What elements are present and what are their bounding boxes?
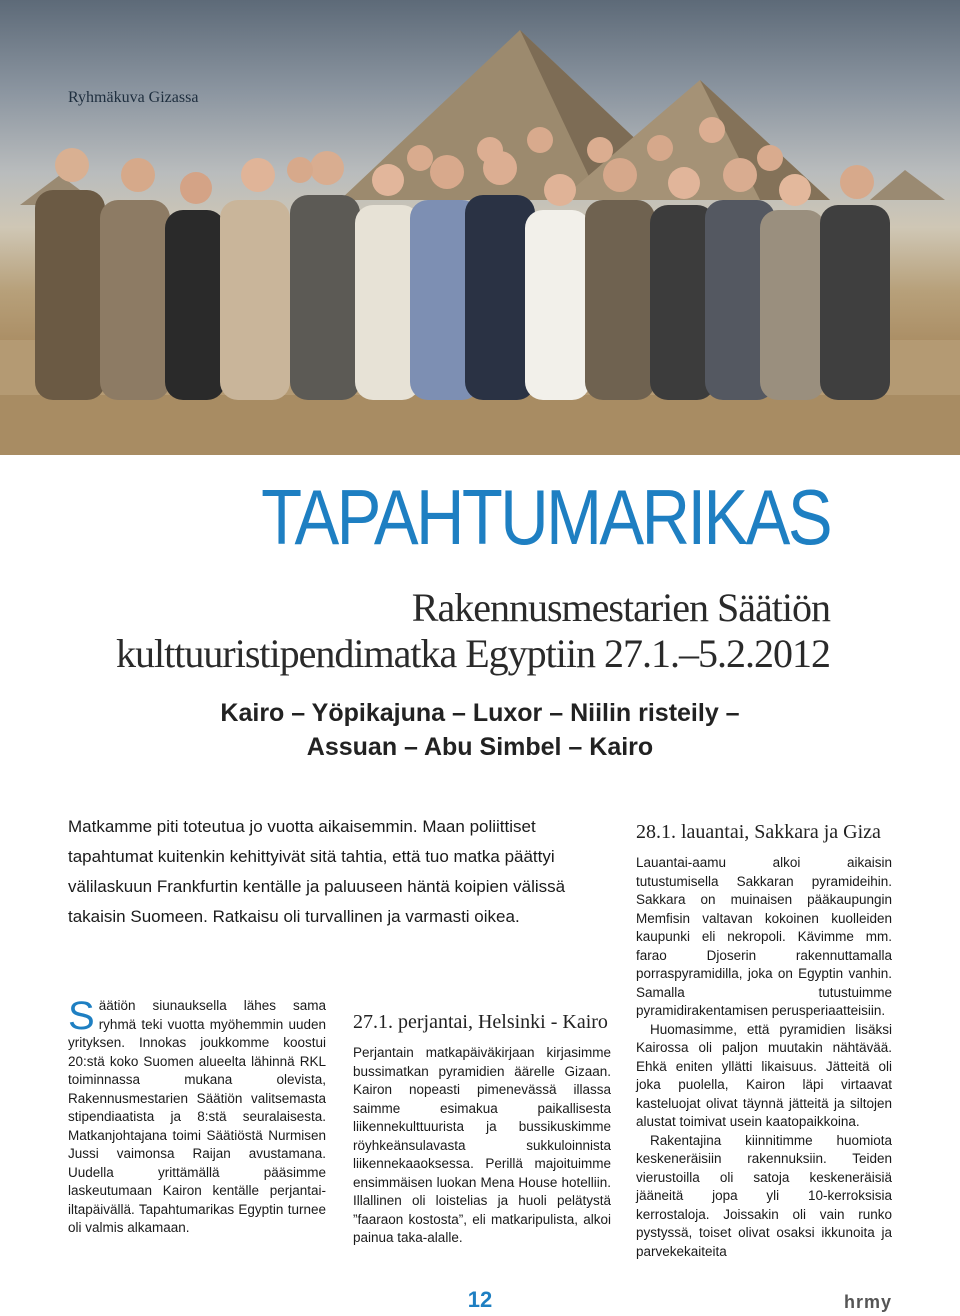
page-number: 12 xyxy=(467,1287,493,1312)
column-2-text: Perjantain matkapäiväkirjaan kirjasimme bussimatkan pyramidien äärelle Gizaan. Kairon nopeasti pimenevässä illassa saimme esimakua paikallisesta liikennekulttuurista ja bussikuskimme röyhkeänsulavasta sukkuloinnista liikennekaaoksessa. Perillä majoituimme ensimmäisen luokan Mena House hotelliin. Illallinen oli loistelias ja huoli pelätystä ”faaraon kostosta”, eli matkaripulista, alkoi painua taka-alalle. xyxy=(353,1045,611,1245)
drop-cap: S xyxy=(68,994,95,1038)
route-line-1: Kairo – Yöpikajuna – Luxor – Niilin risteily – xyxy=(220,699,740,727)
brand-logo: hrmy xyxy=(843,1292,892,1312)
article-title: TAPAHTUMARIKAS xyxy=(261,473,830,561)
column-2-heading: 27.1. perjantai, Helsinki - Kairo xyxy=(353,1011,608,1033)
route-line-2: Assuan – Abu Simbel – Kairo xyxy=(306,733,654,761)
route-heading xyxy=(0,696,960,764)
column-3-paragraph-2: Huomasimme, että pyramidien lisäksi Kairossa oli paljon muutakin nähtävää. Ehkä eniten yllätti likaisuus. Jätteitä oli joka puolella, Kairon läpi virtaavat kasteluojat olivat täynnä jätteitä ja siltojen alustat toimivat usein kaatopaikkoina. xyxy=(636,1021,892,1129)
column-3-heading: 28.1. lauantai, Sakkara ja Giza xyxy=(636,821,881,843)
column-3-paragraph-1: Lauantai-aamu alkoi aikaisin tutustumisella Sakkaran pyramideihin. Sakkara on muinaisen pääkaupungin Memfisin valtavan kokoinen kuolleiden kaupunki eli nekropoli. Kävimme mm. farao Djoserin rakennuttamalla porraspyramidilla, joka on Egyptin vanhin. Samalla tutustuimme pyramidirakentamisen perusperiaatteisiin. xyxy=(636,855,892,1018)
column-3-paragraph-3: Rakentajina kiinnitimme huomiota keskeneräisiin rakennuksiin. Teiden vierustoilla oli satoja keskeneräisiä jääneitä jopa yli 10-kerroksisia kerrostaloja. Joissakin oli vain runko pystyssä, toiset olivat osaksi ikkunoita ja parvekekaiteita xyxy=(636,1132,892,1259)
group-photo-illustration xyxy=(0,0,960,455)
subtitle-line-2: kulttuuristipendimatka Egyptiin 27.1.–5.2.2012 xyxy=(116,631,830,676)
column-1-text: äätiön siunauksella lähes sama ryhmä teki vuotta myöhemmin uuden yrityksen. Innokas joukkomme koostui 20:stä koko Suomen alueelta lähinnä RKL toiminnassa mukana olevista, Rakennusmestarien Säätiön valitsemasta stipendiaatista ja 8:stä seuralaisesta. Matkanjohtajana toimi Säätiöstä Nurmisen Jussi vaimonsa Raijan avustamana. Uudella yrittämällä pääsimme laskeutumaan Kairon kentälle perjantai-iltapäivällä. Tapahtumarikas Egyptin turnee oli valmis alkamaan. xyxy=(68,998,326,1235)
subtitle-line-1: Rakennusmestarien Säätiön xyxy=(411,585,830,630)
photo-caption: Ryhmäkuva Gizassa xyxy=(68,89,199,106)
stone-ledge xyxy=(0,395,960,455)
article-subtitle xyxy=(116,585,830,677)
column-2 xyxy=(353,1010,611,1248)
column-1-paragraph xyxy=(68,994,326,1238)
lead-paragraph: Matkamme piti toteutua jo vuotta aikaisemmin. Maan poliittiset tapahtumat kuitenkin kehittyivät sitä tahtia, että tuo matka päättyi välilaskuun Frankfurtin kentälle ja paluuseen häntä koipien välissä takaisin Suomeen. Ratkaisu oli turvallinen ja varmasti oikea. xyxy=(68,817,566,926)
pyramid-small xyxy=(870,170,945,200)
column-1 xyxy=(68,994,326,1238)
column-3 xyxy=(636,820,892,1261)
group-photo xyxy=(0,0,960,455)
